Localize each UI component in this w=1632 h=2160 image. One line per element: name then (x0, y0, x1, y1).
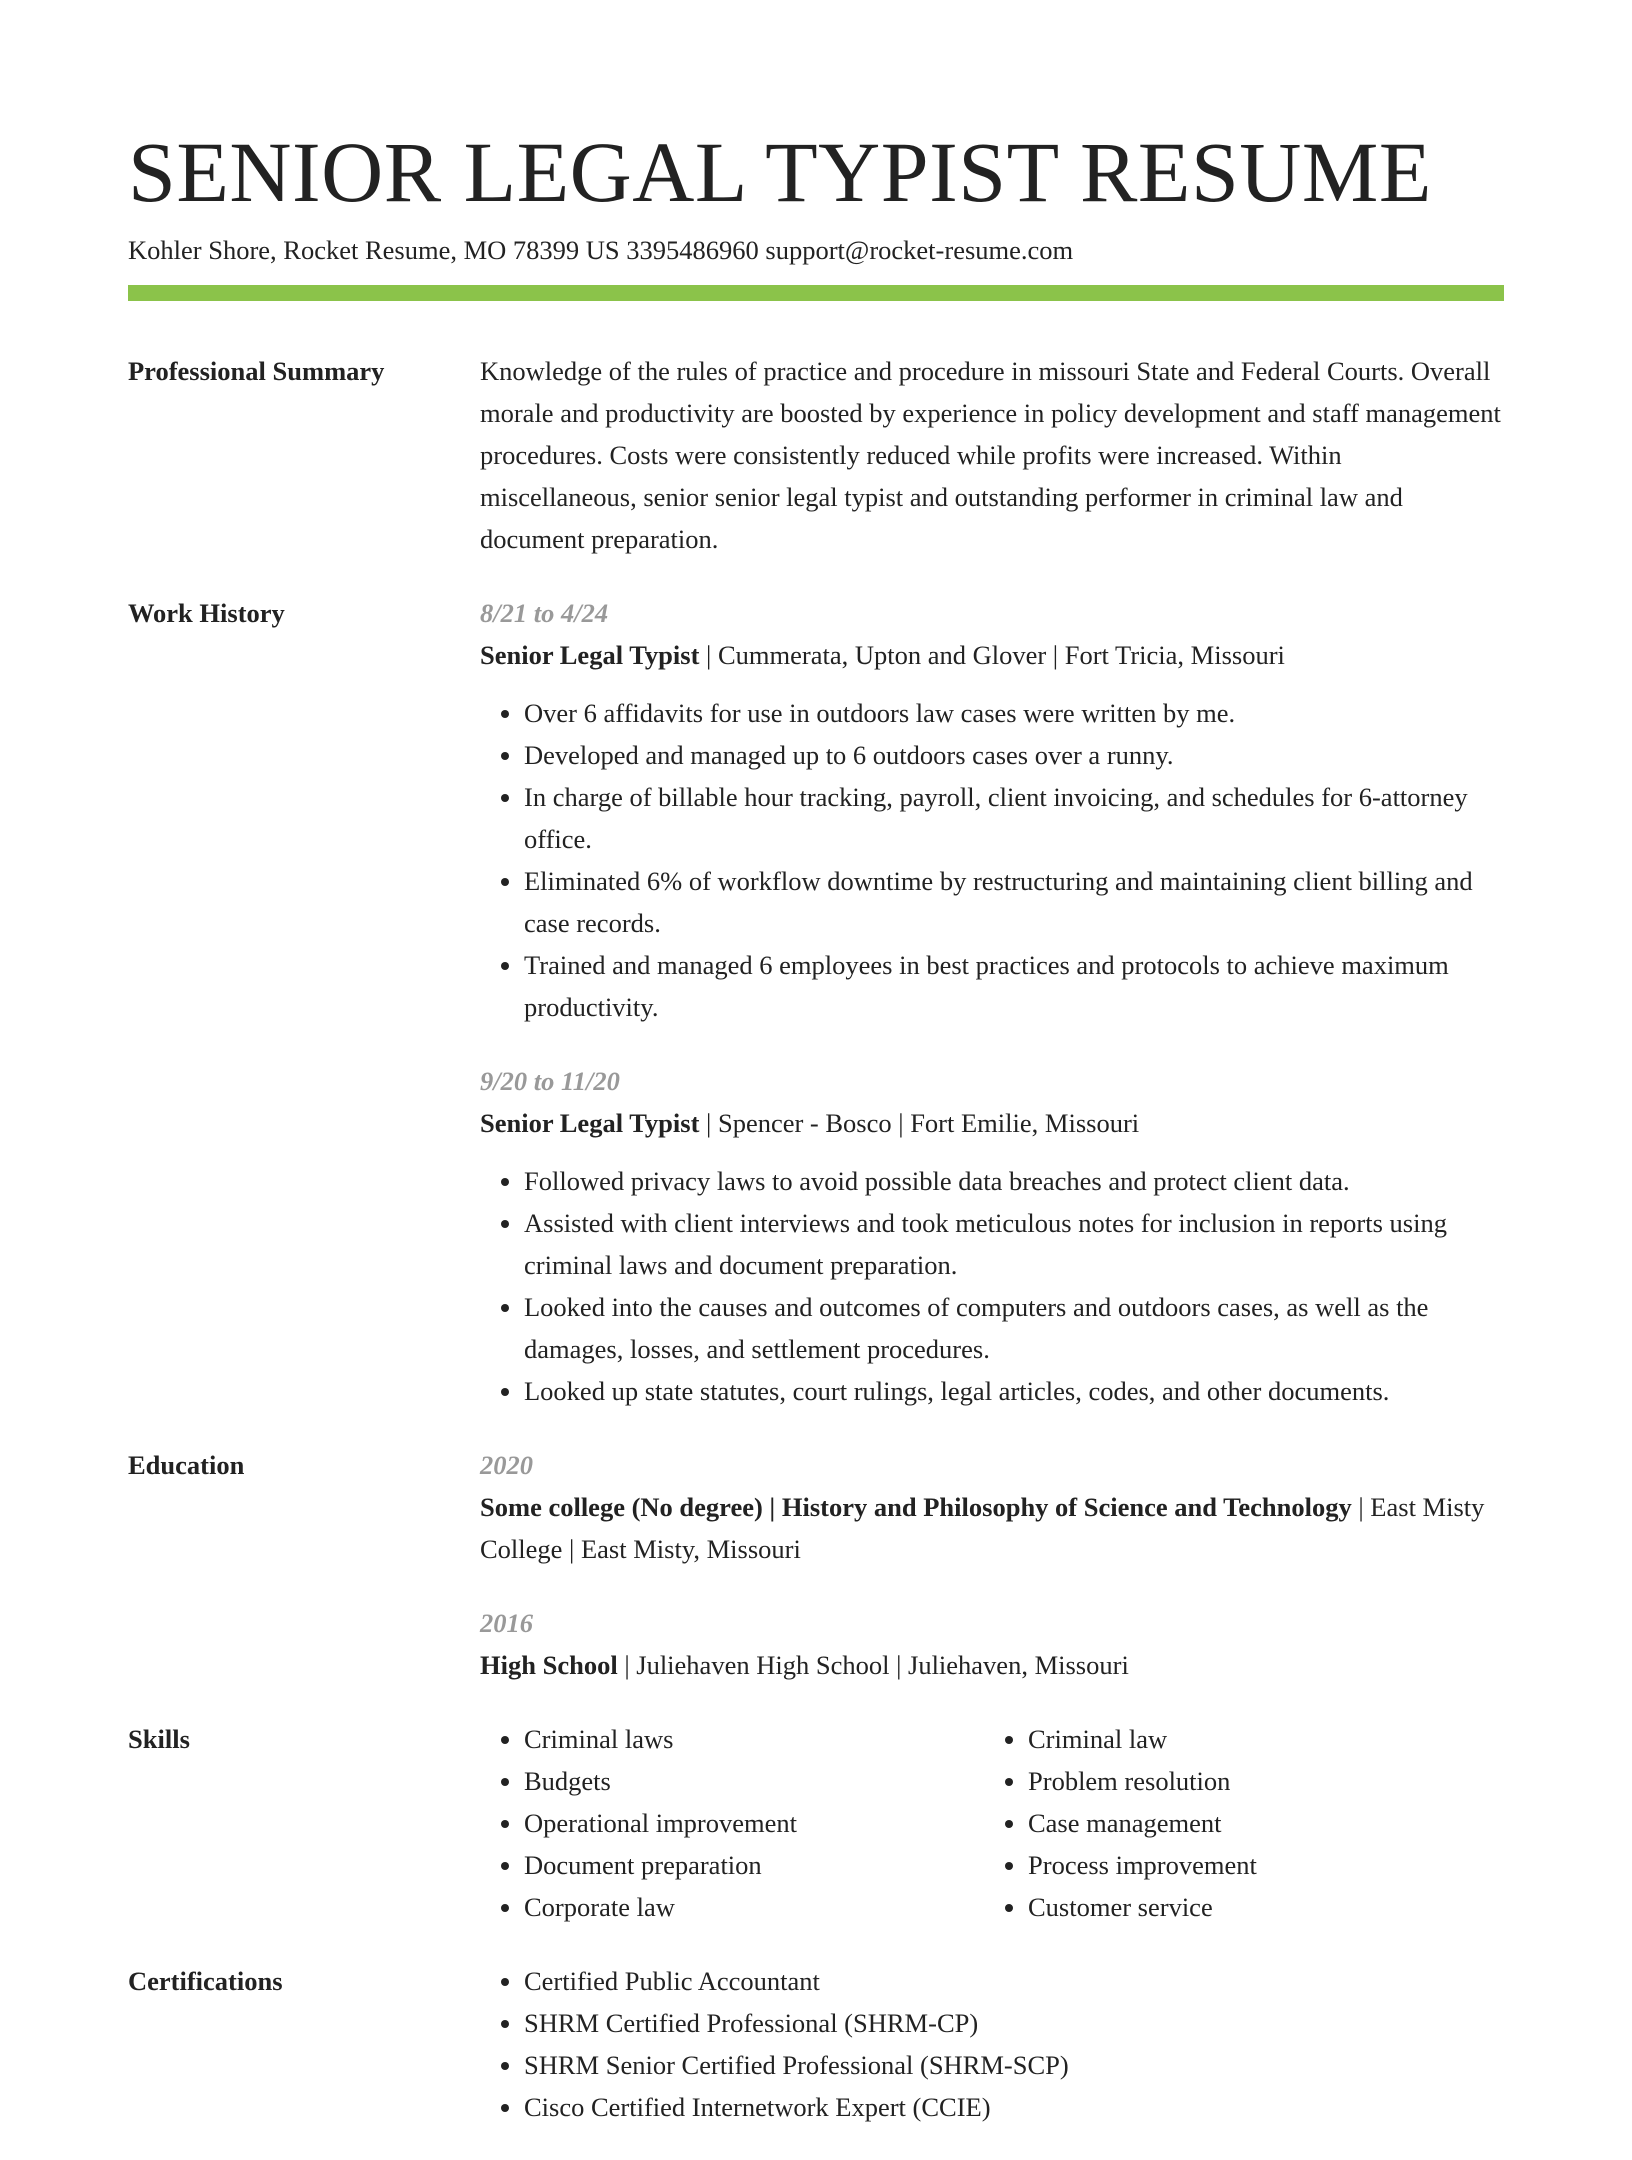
list-item: • Case management (1028, 1802, 1504, 1844)
resume-content (128, 350, 1504, 2160)
job-dates: 9/20 to 11/20 (480, 1066, 620, 1096)
list-item: • Looked up state statutes, court rulings, legal articles, codes, and other documents. (524, 1370, 1504, 1412)
job-heading (480, 634, 1504, 676)
list-item: • Eliminated 6% of workflow downtime by restructuring and maintaining client billing and case records. (524, 860, 1504, 944)
list-item: • SHRM Senior Certified Professional (SHRM-SCP) (524, 2044, 1504, 2086)
section-body (480, 350, 1504, 560)
list-item: • Developed and managed up to 6 outdoors cases over a runny. (524, 734, 1504, 776)
list-item: • Criminal law (1028, 1718, 1504, 1760)
list-item: • Problem resolution (1028, 1760, 1504, 1802)
section-body (480, 1444, 1504, 1686)
education-degree: High School (480, 1650, 618, 1680)
list-item: • Over 6 affidavits for use in outdoors law cases were written by me. (524, 692, 1504, 734)
list-item: • Certified Public Accountant (524, 1960, 1504, 2002)
header-divider (128, 285, 1504, 301)
section-label: Professional Summary (128, 356, 385, 386)
job-bullets (480, 692, 1504, 1028)
skills-list (984, 1718, 1504, 1928)
job-title: Senior Legal Typist (480, 1108, 700, 1138)
section-professional-summary (128, 350, 1504, 560)
job-entry (480, 592, 1504, 1028)
job-dates: 8/21 to 4/24 (480, 598, 609, 628)
section-label: Skills (128, 1724, 190, 1754)
job-heading (480, 1102, 1504, 1144)
section-skills (128, 1718, 1504, 1928)
job-entry (480, 1060, 1504, 1412)
job-employer: | Spencer - Bosco | Fort Emilie, Missouri (699, 1108, 1140, 1138)
section-body (480, 1960, 1504, 2128)
list-item: • In charge of billable hour tracking, payroll, client invoicing, and schedules for 6-attorney office. (524, 776, 1504, 860)
education-year: 2020 (480, 1450, 533, 1480)
section-education (128, 1444, 1504, 1686)
list-item: • Corporate law (524, 1886, 984, 1928)
list-item: • Looked into the causes and outcomes of computers and outdoors cases, as well as the damages, losses, and settlement procedures. (524, 1286, 1504, 1370)
list-item: • SHRM Certified Professional (SHRM-CP) (524, 2002, 1504, 2044)
education-heading (480, 1486, 1504, 1570)
summary-text: Knowledge of the rules of practice and procedure in missouri State and Federal Courts. Overall morale and productivity are boosted by experience in policy development and staff management procedures. Costs were consistently reduced while profits were increased. Within miscellaneous, senior senior legal typist and outstanding performer in criminal law and document preparation. (480, 356, 1501, 554)
list-item: • Assisted with client interviews and took meticulous notes for inclusion in reports using criminal laws and document preparation. (524, 1202, 1504, 1286)
resume-title: SENIOR LEGAL TYPIST RESUME (128, 124, 1432, 220)
list-item: • Budgets (524, 1760, 984, 1802)
list-item: • Operational improvement (524, 1802, 984, 1844)
section-label: Certifications (128, 1966, 283, 1996)
list-item: • Trained and managed 6 employees in best practices and protocols to achieve maximum productivity. (524, 944, 1504, 1028)
section-work-history (128, 592, 1504, 1412)
job-employer: | Cummerata, Upton and Glover | Fort Tricia, Missouri (699, 640, 1285, 670)
section-body (480, 592, 1504, 1412)
education-heading (480, 1644, 1504, 1686)
education-entry (480, 1444, 1504, 1570)
list-item: • Process improvement (1028, 1844, 1504, 1886)
section-label: Work History (128, 598, 285, 628)
skills-grid (480, 1718, 1504, 1928)
list-item: • Customer service (1028, 1886, 1504, 1928)
job-bullets (480, 1160, 1504, 1412)
section-certifications (128, 1960, 1504, 2128)
contact-line: Kohler Shore, Rocket Resume, MO 78399 US 3395486960 support@rocket-resume.com (128, 235, 1074, 265)
education-school: | East Misty College | East Misty, Missouri (480, 1492, 1485, 1564)
list-item: • Criminal laws (524, 1718, 984, 1760)
section-label: Education (128, 1450, 245, 1480)
job-title: Senior Legal Typist (480, 640, 700, 670)
education-degree: Some college (No degree) | History and Philosophy of Science and Technology (480, 1492, 1352, 1522)
education-school: | Juliehaven High School | Juliehaven, Missouri (617, 1650, 1129, 1680)
list-item: • Cisco Certified Internetwork Expert (CCIE) (524, 2086, 1504, 2128)
list-item: • Followed privacy laws to avoid possible data breaches and protect client data. (524, 1160, 1504, 1202)
education-entry (480, 1602, 1504, 1686)
skills-column-right (984, 1718, 1504, 1928)
education-year: 2016 (480, 1608, 533, 1638)
certifications-list (480, 1960, 1504, 2128)
skills-column-left (480, 1718, 984, 1928)
list-item: • Document preparation (524, 1844, 984, 1886)
skills-list (480, 1718, 984, 1928)
